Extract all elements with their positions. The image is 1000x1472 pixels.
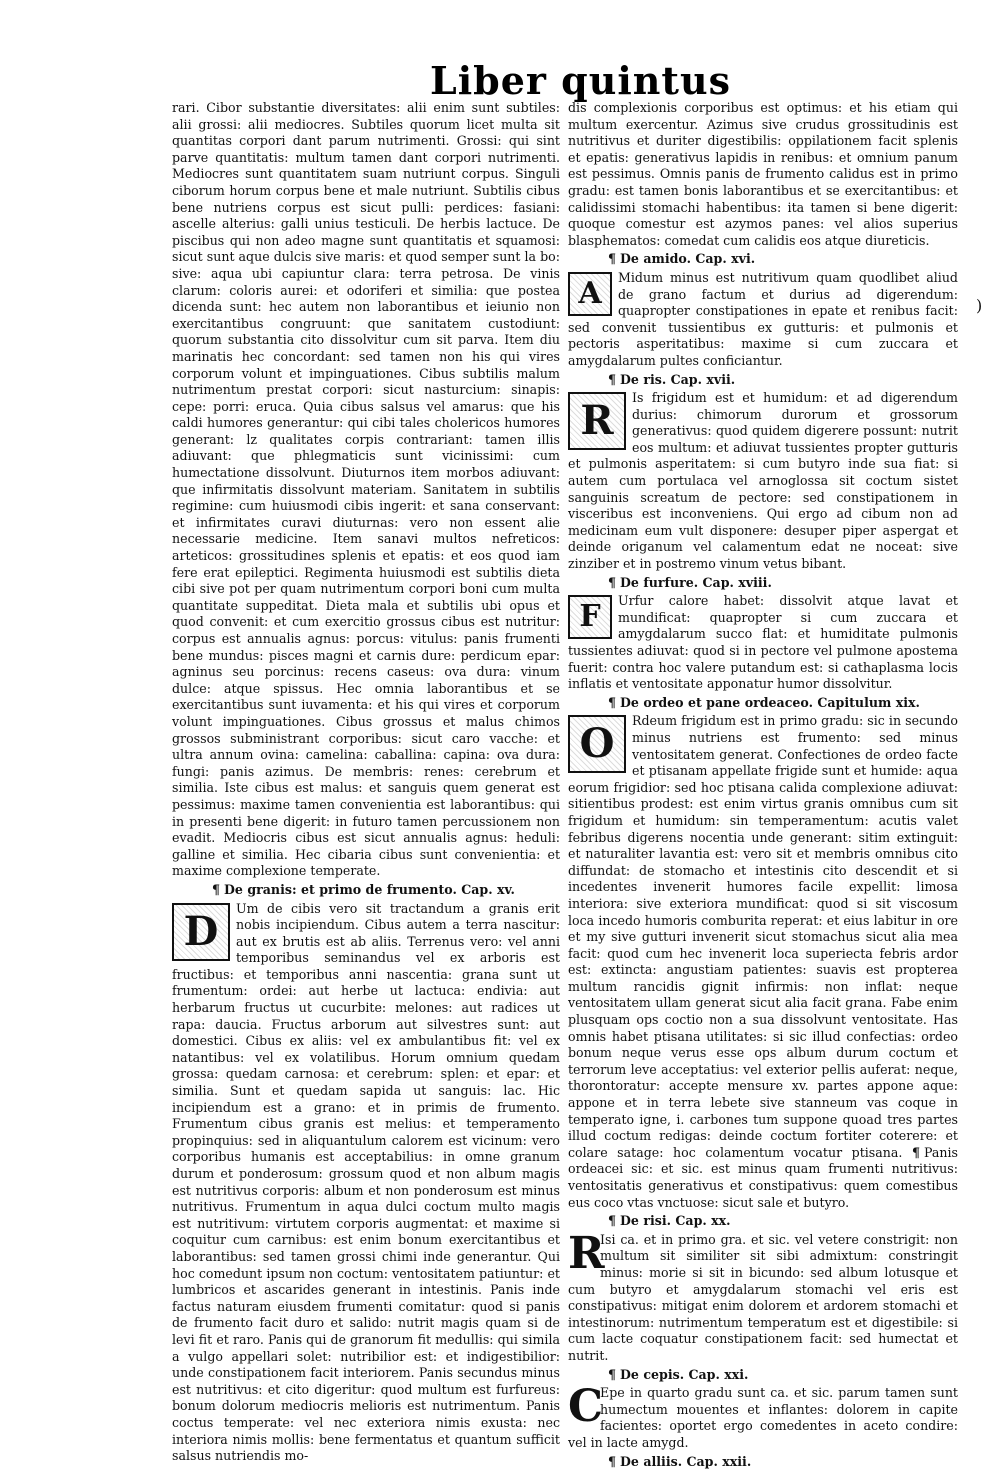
decorated-initial: R — [568, 392, 626, 450]
chapter-heading-frumento: ¶ De granis: et primo de frumento. Cap. xv. — [212, 881, 515, 897]
panis-ordeacei-text: Panis ordeacei sic: et sic. est minus quam frumenti nutritivus: ventositatis generativus et constipativus: quem comestibus eus coco vtas vnctuose: sicut sale et butyro. — [568, 1144, 958, 1210]
chapter-paragraph-cepis: C Epe in quarto gradu sunt ca. et sic. parum tamen sunt humectum mouentes et inflantes: dolorem in capite facientes: oportet ergo comedentes in aceto condire: vel in lacte amygd. — [568, 1381, 958, 1450]
pilcrow-icon: ¶ — [608, 1213, 617, 1229]
pilcrow-icon: ¶ — [608, 694, 617, 710]
pilcrow-icon: ¶ — [608, 371, 617, 387]
pilcrow-icon: ¶ — [608, 251, 617, 267]
chapter-heading-ordeo: ¶ De ordeo et pane ordeaceo. Capitulum xix. — [608, 694, 920, 710]
decorated-initial: F — [568, 595, 612, 639]
decorated-initial: D — [172, 903, 230, 961]
right-column — [568, 100, 958, 1472]
chapter-paragraph-furfure: F Urfur calore habet: dissolvit atque lavat et mundificat: quapropter si cum zuccara et amygdalarum succo flat: et humiditate pulmonis tussientes adiuvat: quod si in pectore vel pulmone apostema fuerit: contra hoc valere putandum est: si cathaplasma locis inflatis et ventositate apponatur humor dissolvitur. — [568, 593, 958, 692]
decorated-initial: A — [568, 272, 612, 316]
chapter-heading-amido: ¶ De amido. Cap. xvi. — [608, 251, 756, 267]
margin-mark: ) — [976, 296, 983, 315]
left-column — [172, 100, 560, 1465]
chapter-paragraph-frumento: D Um de cibis vero sit tractandum a granis erit nobis incipiendum. Cibus autem a terra nascitur: aut ex brutis est ab aliis. Terrenus vero: vel anni temporibus seminandus vel ex arboris est fructibus: et temporibus anni nascentia: grana sunt ut frumentum: ordei: aut herbe ut lactuca: endivia: aut herbarum fructus ut cucurbite: melones: aut radices ut rapa: daucia. Fructus arborum aut silvestres sunt: aut domestici. Cibus ex aliis: vel ex ambulantibus fit: vel ex natantibus: vel ex volatilibus. Horum omnium quedam grossa: quedam carnosa: et cerebrum: splen: et epar: et similia. Sunt et quedam sapida ut sanguis: lac. Hic incipiendum est a grano: et in primis de frumento. Frumentum cibus granis est melius: et temperamento propinquius: sed in aliquantulum calorem est vicinum: vero corporibus humanis est acceptabilius: in omne granum durum et ponderosum: grossum quod et non album magis est nutritivus corporis: album et non ponderosum est minus nutritivus. Frumentum in aqua dulci coctum multo magis est nutritivum: virtutem corporis augmentat: et maxime si coquitur cum carnibus: est enim bonum exercitantibus et laborantibus: sed tamen grossi chimi inde generantur. Qui hoc comedunt ipsum non coctum: ventositatem patiuntur: et lumbricos et ascarides generant in intestinis. Panis inde factus naturam eiusdem frumenti comitatur: quod si panis de frumento facit duro et salido: nutrit magis quam si de levi fit et raro. Panis qui de granorum fit medullis: qui simila a vulgo appellari solet: nutribilior est: et indigestibilior: unde constipationem facit interiorem. Panis secundus minus est nutritivus: et cito digeritur: quod multum est furfureus: bonum dolorum mediocris melioris est nutrimentum. Panis coctus temperate: vel nec exteriora nimis exusta: nec interiora nimis mollis: bene fermentatus et quantum sufficit salsus nutriendis mo- — [172, 900, 560, 1464]
decorated-initial: O — [568, 715, 626, 773]
pilcrow-icon: ¶ — [911, 1144, 920, 1160]
chapter-paragraph-risi: R Isi ca. et in primo gra. et sic. vel vetere constrigit: non multum sit similiter sit sibi admixtum: constringit minus: morie si sit in bicundo: sed album lotusque et cum butyro et amygdalarum stomachi vel eris est constipativus: mitigat enim dolorem et ardorem stomachi et intestinorum: nutrimentum temperatum est et digestibile: si cum lacte coquatur constipationem facit: sed humectat et nutrit. — [568, 1227, 958, 1363]
chapter-paragraph-ris: R Is frigidum est et humidum: et ad digerendum durius: chimorum durorum et grossorum generativus: quod quidem digerere possunt: nutrit eos multum: et adiuvat tussientes propter gutturis et pulmonis asperitatem: si cum butyro inde sua fiat: si autem cum portulaca vel arnoglossa sit coctum sistet sanguinis screatum de pectore: sed constipationem in visceribus est inconveniens. Qui ergo ad cibum non ad medicinam eum vult disponere: desuper piper aspergat et deinde origanum vel calamentum edat ne noceat: sive zinziber et in postremo vinum vetus bibant. — [568, 390, 958, 572]
chapter-paragraph-amido: A Midum minus est nutritivum quam quodlibet aliud de grano factum et durius ad digerendum: quapropter constipationes in epate et renibus facit: sed convenit tussientibus ex gutturis: et pulmonis et pectoris asperitatibus: maxime si cum zuccara et amygdalarum pultes conficiantur. — [568, 269, 958, 368]
chapter-heading-risi: ¶ De risi. Cap. xx. — [608, 1213, 731, 1229]
pilcrow-icon: ¶ — [608, 574, 617, 590]
chapter-heading-cepis: ¶ De cepis. Cap. xxi. — [608, 1366, 749, 1382]
running-head: Liber quintus — [430, 58, 731, 103]
pilcrow-icon: ¶ — [608, 1366, 617, 1382]
pilcrow-icon: ¶ — [608, 1453, 617, 1469]
pilcrow-icon: ¶ — [212, 881, 221, 897]
chapter-heading-alliis: ¶ De alliis. Cap. xxii. — [608, 1453, 752, 1469]
initial-letter: C — [568, 1381, 604, 1433]
chapter-heading-ris: ¶ De ris. Cap. xvii. — [608, 371, 736, 387]
right-intro-paragraph: dis complexionis corporibus est optimus: et his etiam qui multum exercentur. Azimus sive crudus grossitudinis est nutritivus et duriter digestibilis: oppilationem facit splenis et epatis: generativus lapidis in renibus: et omnium panum est pessimus. Omnis panis de frumento calidus est in primo gradu: est tamen bonis laborantibus et se exercitantibus: et calidissimi stomachi habentibus: ita tamen si bene digerit: quoque comestur est azymos panes: vel alios superius blasphematos: comedat cum calidis eos atque diureticis. — [568, 100, 958, 248]
initial-letter: R — [568, 1227, 605, 1279]
chapter-paragraph-ordeo: O Rdeum frigidum est in primo gradu: sic in secundo minus nutriens est frumento: sed minus ventositatem generat. Confectiones de ordeo facte et ptisanam appellate frigide sunt et humide: aqua eorum frigidior: sed hoc ptisana calida complexione adiuvat: sitientibus prodest: est enim virtus granis omnibus cum sit frigidum et humidum: sin temperamentum: acutis valet febribus digerens nocentia unde generant: sitim extinguit: et naturaliter lavantia est: vero sit et membris omnibus cito diffundat: de stomacho et intestinis cito descendit et si incedentes invenerit humores facile expellit: limosa interiora: sive exteriora mundificat: quod si sit viscosum loca incedo humoris comburita reperat: et eius labitur in ore et my sive gutturi invenerit sicut stomachus sicut alia mea facit: quod cum hec invenerit loca superiecta febris ardor est: extincta: angustiam patientes: suavis est propterea multum rancidis gignit infirmis: non inflat: neque ventositatem ullam generat sicut alia facit grana. Fabe enim plusquam ops coctio non a sua dissolvunt ventositate. Has omnis habet ptisana utilitates: si sic illud confectias: ordeo bonum neque verus esse ops album durum coctum et terrorum leve acceptatius: vel exterior pellis auferat: neque, thorontoratur: accepte mensure xv. partes appone aque: appone et in terra lebete sive stanneum vas coque in temperato igne, i. carbones tum suppone quoad tres partes illud coctum redigas: deinde coctum fortiter coterere: et colare satage: hoc colamentum vocatur ptisana. ¶ Panis ordeacei sic: et sic. est minus quam frumenti nutritivus: ventositatis generativus et constipativus: quem comestibus eus coco vtas vnctuose: sicut sale et butyro. — [568, 713, 958, 1210]
left-intro-paragraph: rari. Cibor substantie diversitates: alii enim sunt subtiles: alii grossi: alii mediocres. Subtiles quorum licet multa sit quantitas corpori dant parum nutrimenti. Grossi: qui sint parve quantitatis: multum tamen dant corpori nutrimenti. Mediocres sunt quantitatem suam nutriunt corpus. Singuli ciborum horum corpus bene et male nutriunt. Subtilis cibus bene nutriens corpus est sicut pulli: perdices: fasiani: ascelle alterius: galli unius testiculi. De herbis lactuce. De piscibus qui non adeo magne sunt quantitatis et squamosi: sicut sunt aque dulcis sive maris: et quod semper sunt la bo: sive: aqua ubi capiuntur clara: terra petrosa. De vinis clarum: coloris aurei: et odoriferi et similia: que postea dicenda sunt: hec autem non laborantibus et ieiunio non exercitantibus congruunt: que sanitatem custodiunt: quorum substantia cito dissolvitur cum sit parva. Item diu marinatis hec concordant: sed tamen non his qui vires corporum volunt et impinguationes. Cibus subtilis malum nutrimentum prestat corpori: sicut nasturcium: sinapis: cepe: porri: eruca. Quia cibus salsus vel amarus: que his caldi humores generantur: qui cibi tales cholericos humores generant: lz qualitates corpis contrariant: tamen illis adiuvant: que phlegmaticis sunt vicinissimi: cum humectatione dissolvunt. Diuturnos item morbos adiuvant: que infirmitatis dissolvunt materiam. Sanitatem in subtilis regimine: cum huiusmodi cibis ingerit: et sana conservant: et infirmitates curavi diuturnas: vero non essent alie necessarie medicine. Item sanavi multos nefreticos: arteticos: grossitudines splenis et epatis: et eos quod iam fere erat epileptici. Regimenta huiusmodi est subtilis dieta cibi sive pot per quam nutrimentum corpori boni cum multa quantitate suppeditat. Dieta mala et subtilis ubi opus et quod convenit: et cum exercitio grossus cibus est nutritur: corpus est annualis agnus: porcus: vitulus: panis frumenti bene mundus: pisces magni et carnis dure: perdicum epar: agninus seu porcinus: recens caseus: ova dura: vinum dulce: atque spissus. Hec omnia laborantibus et se exercitantibus sunt iuvamenta: et his qui vires et corporum volunt impinguationes. Cibus grossus et malus chimos grossos subministrant corporibus: sicut caro vacche: et ultra annum ovina: camelina: caballina: capina: ova dura: fungi: panis azimus. De membris: renes: cerebrum et similia. Iste cibus est malus: et sanguis quem generat est pessimus: maxime tamen convenientia est laborantibus: qui in presenti bene digerit: in futuro tamen percussionem non evadit. Mediocris cibus est sicut annualis agnus: heduli: galline et similia. Hec cibaria cibus sunt convenientia: et maxime complexione temperate. — [172, 100, 560, 879]
chapter-heading-furfure: ¶ De furfure. Cap. xviii. — [608, 574, 772, 590]
